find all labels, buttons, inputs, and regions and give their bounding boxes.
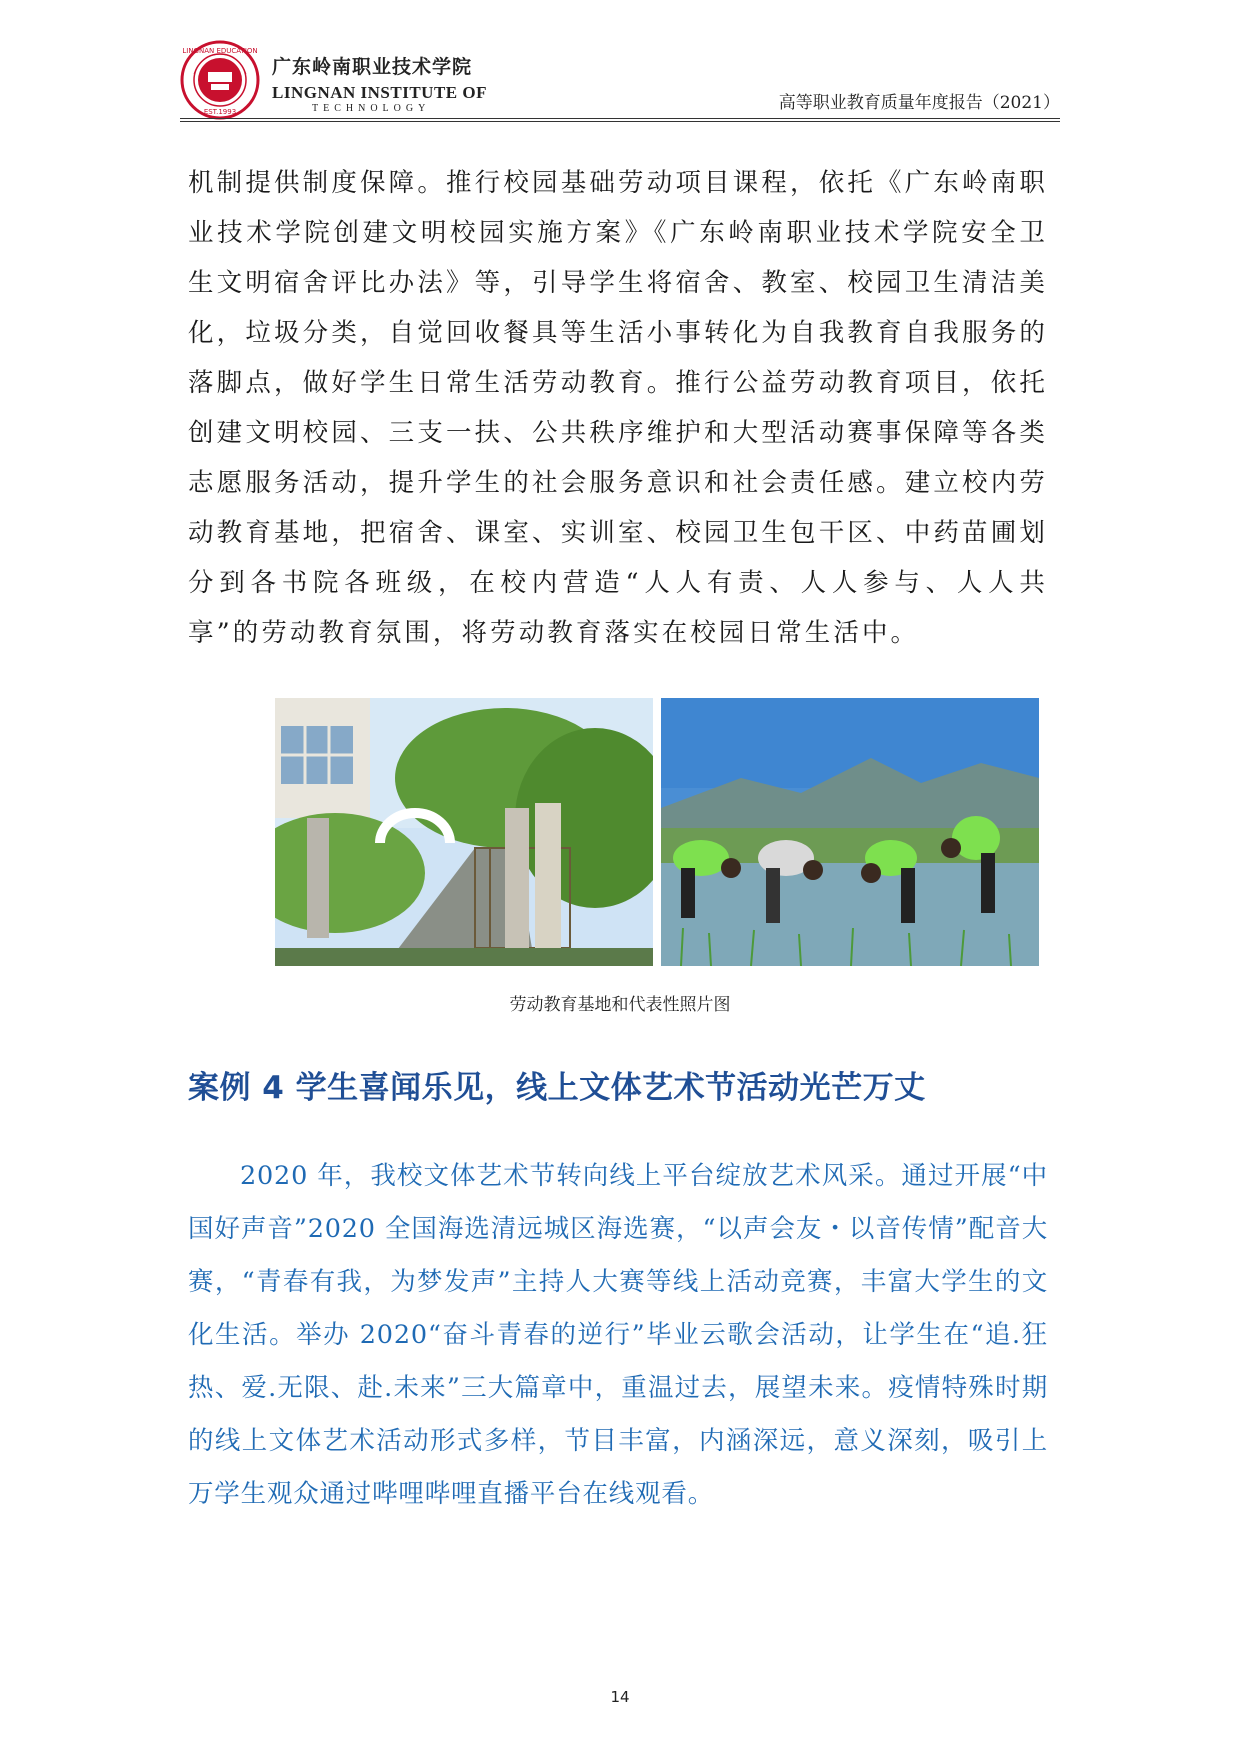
svg-text:LINGNAN EDUCATION: LINGNAN EDUCATION [182,47,258,55]
school-name-en-2: TECHNOLOGY [312,103,431,114]
labor-base-photo [275,698,653,966]
body-paragraph-1: 机制提供制度保障。推行校园基础劳动项目课程，依托《广东岭南职业技术学院创建文明校园实施方案》《广东岭南职业技术学院安全卫生文明宿舍评比办法》等，引导学生将宿舍、教室、校园卫生清洁美化，垃圾分类，自觉回收餐具等生活小事转化为自我教育自我服务的落脚点，做好学生日常生活劳动教育。推行公益劳动教育项目，依托创建文明校园、三支一扶、公共秩序维护和大型活动赛事保障等各类志愿服务活动，提升学生的社会服务意识和社会责任感。建立校内劳动教育基地，把宿舍、课室、实训室、校园卫生包干区、中药苗圃划分到各书院各班级，在校内营造“人人有责、人人参与、人人共享”的劳动教育氛围，将劳动教育落实在校园日常生活中。 [188,168,1048,648]
report-title: 高等职业教育质量年度报告（2021） [778,93,1060,113]
rice-planting-photo [661,698,1039,966]
page-number: 14 [610,1688,630,1706]
figure-caption: 劳动教育基地和代表性照片图 [509,995,731,1015]
school-brand [272,52,487,114]
page-header [180,40,1060,115]
body-paragraph-2: 2020 年，我校文体艺术节转向线上平台绽放艺术风采。通过开展“中国好声音”2020 全国海选清远城区海选赛，“以声会友・以音传情”配音大赛，“青春有我，为梦发声”主持人大赛等线上活动竞赛，丰富大学生的文化生活。举办 2020“奋斗青春的逆行”毕业云歌会活动，让学生在“追.狂热、爱.无限、赴.未来”三大篇章中，重温过去，展望未来。疫情特殊时期的线上文体艺术活动形式多样，节目丰富，内涵深远，意义深刻，吸引上万学生观众通过哔哩哔哩直播平台在线观看。 [188,1161,1048,1509]
case-heading: 案例 4 学生喜闻乐见，线上文体艺术节活动光芒万丈 [188,1070,926,1106]
school-seal-logo [180,40,260,120]
school-name-cn: 广东岭南职业技术学院 [272,56,473,78]
figure-photos [275,698,1039,966]
header-rule [180,118,1060,119]
svg-text:EST.1993: EST.1993 [203,108,237,116]
school-name-en: LINGNAN INSTITUTE OF [272,83,487,102]
header-rule-secondary [180,121,1060,122]
